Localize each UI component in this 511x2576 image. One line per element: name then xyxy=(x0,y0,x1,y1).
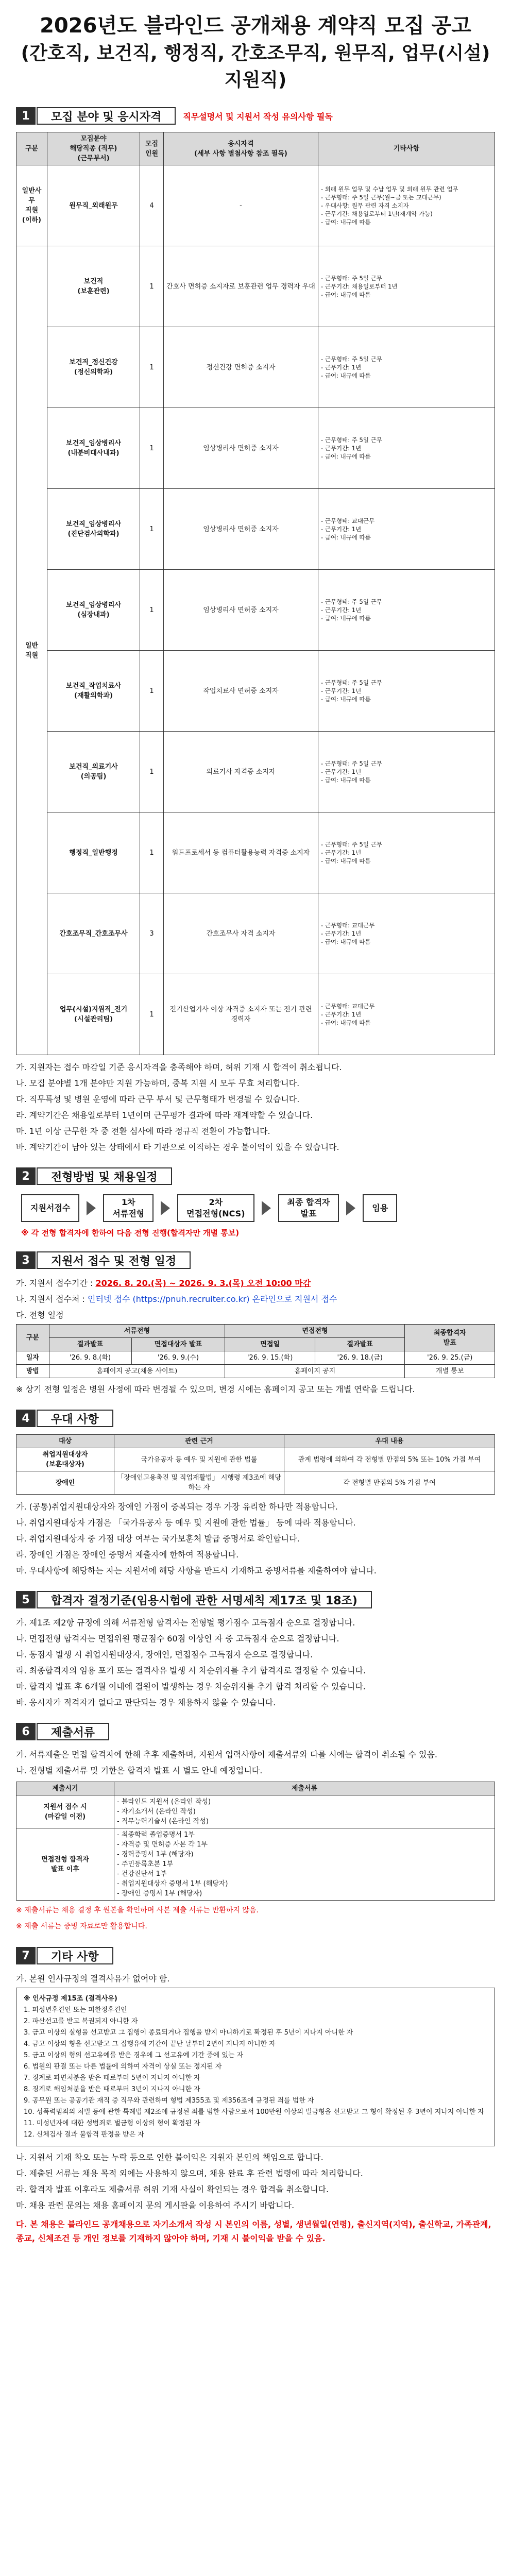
section-title: 모집 분야 및 응시자격 xyxy=(37,107,176,125)
documents-table xyxy=(16,1782,495,1901)
note-item: 바. 응시자가 적격자가 없다고 판단되는 경우 채용하지 않을 수 있습니다. xyxy=(16,1698,276,1707)
note-item: 다. 직무특성 및 병원 운영에 따라 근무 부서 및 근무형태가 변경될 수 있습니다. xyxy=(16,1094,300,1104)
pref-cell: 각 전형별 만점의 5% 가점 부여 xyxy=(284,1471,495,1495)
doc-foot-1: ※ 제출서류는 채용 결정 후 원본을 확인하며 사본 제출 서류는 반환하지 않음. xyxy=(16,1906,259,1914)
group-cell: 일반사무 직원 (이하) xyxy=(16,165,47,246)
note-item: 가. 서류제출은 면접 합격자에 한해 추후 제출하며, 지원서 입력사항이 제출서류와 다를 시에는 합격이 취소될 수 있음. xyxy=(16,1750,437,1759)
col-header: 기타사항 xyxy=(318,132,495,165)
apply-period-label: 가. 지원서 접수기간 : xyxy=(16,1278,96,1288)
section-title: 우대 사항 xyxy=(37,1410,113,1427)
flow-step: 지원서접수 xyxy=(21,1194,79,1222)
field-count: 1 xyxy=(140,732,164,812)
schedule-cell: '26. 9. 15.(화) xyxy=(225,1351,315,1365)
section-title: 전형방법 및 채용일정 xyxy=(37,1167,172,1185)
section-number: 4 xyxy=(16,1410,36,1427)
schedule-cell: '26. 9. 25.(금) xyxy=(405,1351,495,1365)
field-qual: 간호조무사 자격 소지자 xyxy=(164,893,318,974)
blind-notice xyxy=(16,2217,495,2245)
arrow-right-icon xyxy=(161,1201,170,1215)
doc-foot-2: ※ 제출 서류는 증빙 자료로만 활용합니다. xyxy=(16,1922,147,1930)
field-etc: - 근무형태: 주 5일 근무 - 근무기간: 채용일로부터 1년 - 급여: 내규에 따름 xyxy=(318,246,495,327)
schedule-cell: 홈페이지 공고(채용 사이트) xyxy=(49,1365,225,1378)
field-qual: 임상병리사 면허증 소지자 xyxy=(164,570,318,651)
table-row xyxy=(16,246,495,327)
field-field: 원무직_외래원무 xyxy=(47,165,140,246)
box-line: 11. 미성년자에 대한 성범죄로 벌금형 이상의 형이 확정된 자 xyxy=(24,2120,200,2127)
section-6-header xyxy=(16,1723,495,1740)
field-count: 3 xyxy=(140,893,164,974)
field-field: 보건직_의료기사 (의공팀) xyxy=(47,732,140,812)
schedule-foot: ※ 상기 전형 일정은 병원 사정에 따라 변경될 수 있으며, 변경 시에는 홈페이지 공고 또는 개별 연락을 드립니다. xyxy=(16,1384,415,1394)
box-line: 7. 징계로 파면처분을 받은 때로부터 5년이 지나지 아니한 자 xyxy=(24,2074,200,2082)
field-etc: - 근무형태: 주 5일 근무 - 근무기간: 1년 - 급여: 내규에 따름 xyxy=(318,327,495,408)
table-row xyxy=(16,570,495,651)
box-line: 6. 법원의 판결 또는 다른 법률에 의하여 자격이 상실 또는 정지된 자 xyxy=(24,2063,222,2071)
doc-cell: 면접전형 합격자 발표 이후 xyxy=(16,1828,114,1901)
field-count: 1 xyxy=(140,246,164,327)
section-note: 직무설명서 및 지원서 작성 유의사항 필독 xyxy=(183,111,333,122)
field-field: 보건직_임상병리사 (진단검사의학과) xyxy=(47,489,140,570)
apply-period xyxy=(16,1276,495,1290)
note-item: 나. 모집 분야별 1개 분야만 지원 가능하며, 중복 지원 시 모두 무효 처리합니다. xyxy=(16,1078,300,1088)
section-title: 제출서류 xyxy=(37,1723,109,1740)
box-line: 4. 금고 이상의 형을 선고받고 그 집행유예 기간이 끝난 날부터 2년이 지나지 아니한 자 xyxy=(24,2040,276,2048)
section-title: 지원서 접수 및 전형 일정 xyxy=(37,1251,191,1269)
field-field: 보건직_정신건강 (정신의학과) xyxy=(47,327,140,408)
box-line: 2. 파산선고를 받고 복권되지 아니한 자 xyxy=(24,2018,138,2025)
schedule-cell: 일자 xyxy=(16,1351,49,1365)
table-row xyxy=(16,327,495,408)
field-qual: 임상병리사 면허증 소지자 xyxy=(164,489,318,570)
box-line: 5. 금고 이상의 형의 선고유예를 받은 경우에 그 선고유예 기간 중에 있는 자 xyxy=(24,2052,244,2059)
field-count: 1 xyxy=(140,570,164,651)
field-qual: 전기산업기사 이상 자격증 소지자 또는 전기 관련 경력자 xyxy=(164,974,318,1055)
field-field: 업무(시설)지원직_전기 (시설관리팀) xyxy=(47,974,140,1055)
note-item: 라. 장애인 가점은 장애인 증명서 제출자에 한하여 적용합니다. xyxy=(16,1550,239,1560)
field-etc: - 근무형태: 주 5일 근무 - 근무기간: 1년 - 급여: 내규에 따름 xyxy=(318,732,495,812)
doc-cell: - 블라인드 지원서 (온라인 작성) - 자기소개서 (온라인 작성) - 직무능력기술서 (온라인 작성) xyxy=(114,1795,495,1828)
field-qual: 임상병리사 면허증 소지자 xyxy=(164,408,318,489)
section-title: 합격자 결정기준(임용시험에 관한 서명세칙 제17조 및 18조) xyxy=(37,1591,372,1608)
col-header: 모집 인원 xyxy=(140,132,164,165)
table-row xyxy=(16,974,495,1055)
box-line: 3. 금고 이상의 실형을 선고받고 그 집행이 종료되거나 집행을 받지 아니하기로 확정된 후 5년이 지나지 아니한 자 xyxy=(24,2029,353,2037)
table-row xyxy=(16,893,495,974)
note-item: 나. 지원서 기재 착오 또는 누락 등으로 인한 불이익은 지원자 본인의 책임으로 합니다. xyxy=(16,2153,323,2162)
section-5-notes xyxy=(16,1616,495,1709)
field-qual: 의료기사 자격증 소지자 xyxy=(164,732,318,812)
note-item: 나. 면접전형 합격자는 면접위원 평균점수 60점 이상인 자 중 고득점자 순으로 결정합니다. xyxy=(16,1634,339,1643)
field-field: 보건직_임상병리사 (내분비대사내과) xyxy=(47,408,140,489)
note-item: 라. 합격자 발표 이후라도 제출서류 허위 기재 사실이 확인되는 경우 합격을 취소합니다. xyxy=(16,2184,329,2194)
schedule-subheader: 면접대상자 발표 xyxy=(131,1338,225,1351)
doc-header: 제출시기 xyxy=(16,1782,114,1795)
note-item: 다. 취업지원대상자 중 가점 대상 여부는 국가보훈처 발급 증명서로 확인합니다. xyxy=(16,1534,300,1544)
table-row xyxy=(16,408,495,489)
box-line: 1. 피성년후견인 또는 피한정후견인 xyxy=(24,2006,127,2014)
schedule-cell: 홈페이지 공지 xyxy=(225,1365,405,1378)
group-cell: 일반 직원 xyxy=(16,246,47,1055)
schedule-cell: 개별 통보 xyxy=(405,1365,495,1378)
schedule-subheader: 면접일 xyxy=(225,1338,315,1351)
note-item: 가. (공통)취업지원대상자와 장애인 가점이 중복되는 경우 가장 유리한 하나만 적용합니다. xyxy=(16,1502,338,1512)
field-field: 보건직_임상병리사 (심장내과) xyxy=(47,570,140,651)
arrow-right-icon xyxy=(262,1201,271,1215)
page-subtitle: (간호직, 보건직, 행정직, 간호조무직, 원무직, 업무(시설)지원직) xyxy=(21,43,490,91)
pref-header: 대상 xyxy=(16,1435,114,1448)
preference-table xyxy=(16,1434,495,1495)
note-item: 마. 1년 이상 근무한 자 중 전환 심사에 따라 정규직 전환이 가능합니다. xyxy=(16,1126,270,1136)
field-etc: - 근무형태: 주 5일 근무 - 근무기간: 1년 - 급여: 내규에 따름 xyxy=(318,651,495,732)
apply-place xyxy=(16,1292,495,1306)
section-4-header xyxy=(16,1410,495,1427)
page-title: 2026년도 블라인드 공개채용 계약직 모집 공고 xyxy=(40,14,471,38)
section-title: 기타 사항 xyxy=(37,1947,113,1964)
note-item: 라. 최종합격자의 임용 포기 또는 결격사유 발생 시 차순위자를 추가 합격자로 결정할 수 있습니다. xyxy=(16,1666,366,1675)
field-count: 1 xyxy=(140,812,164,893)
schedule-cell: '26. 9. 8.(화) xyxy=(49,1351,131,1365)
box-line: 12. 신체검사 결과 불합격 판정을 받은 자 xyxy=(24,2131,144,2139)
apply-place-label: 나. 지원서 접수처 : xyxy=(16,1294,88,1304)
section-number: 2 xyxy=(16,1167,36,1185)
other-lead: 가. 본원 인사규정의 결격사유가 없어야 함. xyxy=(16,1974,170,1984)
blind-notice-text: 다. 본 채용은 블라인드 공개채용으로 자기소개서 작성 시 본인의 이름, 성별, 생년월일(연령), 출신지역(지역), 출신학교, 가족관계, 종교, 신체조건 등 개인 정보를 기재하지 않아야 하며, 기재 시 불이익을 받을 수 있음. xyxy=(16,2219,491,2243)
table-row xyxy=(16,732,495,812)
section-2-header xyxy=(16,1167,495,1185)
field-count: 1 xyxy=(140,651,164,732)
section-7-items xyxy=(16,2150,495,2212)
field-count: 1 xyxy=(140,489,164,570)
table-row xyxy=(16,812,495,893)
announcement-page xyxy=(16,0,495,2245)
field-qual: - xyxy=(164,165,318,246)
field-qual: 정신건강 면허증 소지자 xyxy=(164,327,318,408)
section-7-header xyxy=(16,1947,495,1964)
field-field: 간호조무직_간호조무사 xyxy=(47,893,140,974)
note-item: 마. 우대사항에 해당하는 자는 지원서에 해당 사항을 반드시 기재하고 증빙서류를 제출하여야 합니다. xyxy=(16,1566,377,1575)
doc-header: 제출서류 xyxy=(114,1782,495,1795)
box-line: 8. 징계로 해임처분을 받은 때로부터 3년이 지나지 아니한 자 xyxy=(24,2086,200,2093)
schedule-subheader: 결과발표 xyxy=(49,1338,131,1351)
schedule-header: 면접전형 xyxy=(225,1325,405,1338)
pref-header: 관련 근거 xyxy=(114,1435,284,1448)
disqualification-box xyxy=(16,1988,495,2146)
schedule-cell: '26. 9. 9.(수) xyxy=(131,1351,225,1365)
field-qual: 워드프로세서 등 컴퓨터활용능력 자격증 소지자 xyxy=(164,812,318,893)
schedule-header: 최종합격자 발표 xyxy=(405,1325,495,1351)
doc-cell: 지원서 접수 시 (마감일 이전) xyxy=(16,1795,114,1828)
field-etc: - 근무형태: 주 5일 근무 - 근무기간: 1년 - 급여: 내규에 따름 xyxy=(318,408,495,489)
field-etc: - 근무형태: 주 5일 근무 - 근무기간: 1년 - 급여: 내규에 따름 xyxy=(318,812,495,893)
pref-cell: 장애인 xyxy=(16,1471,114,1495)
field-count: 1 xyxy=(140,327,164,408)
box-line: 10. 성폭력범죄의 처벌 등에 관한 특례법 제2조에 규정된 죄를 범한 사람으로서 100만원 이상의 벌금형을 선고받고 그 형이 확정된 후 3년이 지나지 아니한 자 xyxy=(24,2108,484,2116)
field-count: 1 xyxy=(140,974,164,1055)
section-number: 6 xyxy=(16,1723,36,1740)
col-header: 응시자격 (세부 사항 별첨사항 참조 필독) xyxy=(164,132,318,165)
flow-note: ※ 각 전형 합격자에 한하여 다음 전형 진행(합격자만 개별 통보) xyxy=(21,1228,240,1238)
pref-cell: 취업지원대상자 (보훈대상자) xyxy=(16,1448,114,1471)
field-etc: - 외래 원무 업무 및 수납 업무 및 외래 원무 관련 업무 - 근무형태: 주 5일 근무(월~금 또는 교대근무) - 우대사항: 원무 관련 자격 소지자 - 근무기간: 채용일로부터 1년(재계약 가능) - 급여: 내규에 따름 xyxy=(318,165,495,246)
section-number: 1 xyxy=(16,107,36,125)
field-field: 행정직_일반행정 xyxy=(47,812,140,893)
note-item: 라. 계약기간은 채용일로부터 1년이며 근무평가 결과에 따라 재계약할 수 있습니다. xyxy=(16,1110,313,1120)
section-number: 7 xyxy=(16,1947,36,1964)
schedule-subheader: 결과발표 xyxy=(315,1338,405,1351)
note-item: 다. 동점자 발생 시 취업지원대상자, 장애인, 면접점수 고득점자 순으로 결정합니다. xyxy=(16,1650,313,1659)
note-item: 마. 합격자 발표 후 6개월 이내에 결원이 발생하는 경우 차순위자를 추가 합격 처리할 수 있습니다. xyxy=(16,1682,366,1691)
field-field: 보건직 (보훈관련) xyxy=(47,246,140,327)
flow-step: 2차 면접전형(NCS) xyxy=(177,1194,254,1222)
section-number: 5 xyxy=(16,1591,36,1608)
table-row xyxy=(16,165,495,246)
recruit-fields-table xyxy=(16,132,495,1055)
section-3-header xyxy=(16,1251,495,1269)
arrow-right-icon xyxy=(346,1201,355,1215)
process-flow xyxy=(21,1194,495,1222)
note-item: 다. 제출된 서류는 채용 목적 외에는 사용하지 않으며, 채용 완료 후 관련 법령에 따라 처리합니다. xyxy=(16,2168,363,2178)
section-4-notes xyxy=(16,1500,495,1578)
field-etc: - 근무형태: 교대근무 - 근무기간: 1년 - 급여: 내규에 따름 xyxy=(318,489,495,570)
field-field: 보건직_작업치료사 (재활의학과) xyxy=(47,651,140,732)
note-item: 가. 제1조 제2항 규정에 의해 서류전형 합격자는 전형별 평가점수 고득점자 순으로 결정합니다. xyxy=(16,1618,355,1628)
pref-header: 우대 내용 xyxy=(284,1435,495,1448)
section-1-header xyxy=(16,107,495,125)
flow-step: 임용 xyxy=(363,1194,397,1222)
field-etc: - 근무형태: 교대근무 - 근무기간: 1년 - 급여: 내규에 따름 xyxy=(318,893,495,974)
doc-cell: - 최종학력 졸업증명서 1부 - 자격증 및 면허증 사본 각 1부 - 경력증명서 1부 (해당자) - 주민등록초본 1부 - 건강진단서 1부 - 취업지원대상자 증명서 1부 (해당자) - 장애인 증명서 1부 (해당자) xyxy=(114,1828,495,1901)
flow-step: 최종 합격자 발표 xyxy=(278,1194,339,1222)
schedule-label: 다. 전형 일정 xyxy=(16,1310,64,1320)
pref-cell: 국가유공자 등 예우 및 지원에 관한 법률 xyxy=(114,1448,284,1471)
col-header: 모집분야 해당직종 (직무) (근무부서) xyxy=(47,132,140,165)
flow-step: 1차 서류전형 xyxy=(103,1194,154,1222)
box-line: ※ 인사규정 제15조 (결격사유) xyxy=(24,1995,117,2003)
field-count: 1 xyxy=(140,408,164,489)
schedule-table xyxy=(16,1324,495,1378)
schedule-header: 서류전형 xyxy=(49,1325,225,1338)
apply-period-value: 2026. 8. 20.(목) ~ 2026. 9. 3.(목) 오전 10:00 마감 xyxy=(95,1278,311,1288)
schedule-cell: '26. 9. 18.(금) xyxy=(315,1351,405,1365)
table-row xyxy=(16,651,495,732)
table-row xyxy=(16,489,495,570)
schedule-cell: 방법 xyxy=(16,1365,49,1378)
section-6-notes xyxy=(16,1748,495,1777)
field-etc: - 근무형태: 주 5일 근무 - 근무기간: 1년 - 급여: 내규에 따름 xyxy=(318,570,495,651)
note-item: 가. 지원자는 접수 마감일 기준 응시자격을 충족해야 하며, 허위 기재 시 합격이 취소됩니다. xyxy=(16,1062,342,1072)
note-item: 마. 채용 관련 문의는 채용 홈페이지 문의 게시판을 이용하여 주시기 바랍니다. xyxy=(16,2200,295,2210)
section-1-notes xyxy=(16,1060,495,1154)
note-item: 나. 전형별 제출서류 및 기한은 합격자 발표 시 별도 안내 예정입니다. xyxy=(16,1766,263,1775)
arrow-right-icon xyxy=(87,1201,96,1215)
box-line: 9. 공무원 또는 공공기관 재직 중 직무와 관련하여 형법 제355조 및 제356조에 규정된 죄를 범한 자 xyxy=(24,2097,314,2105)
pref-cell: 「장애인고용촉진 및 직업재활법」 시행령 제3조에 해당하는 자 xyxy=(114,1471,284,1495)
apply-place-value[interactable]: 인터넷 접수 (https://pnuh.recruiter.co.kr) 온라인으로 지원서 접수 xyxy=(88,1294,337,1304)
field-qual: 작업치료사 면허증 소지자 xyxy=(164,651,318,732)
schedule-header: 구분 xyxy=(16,1325,49,1351)
section-5-header xyxy=(16,1591,495,1608)
field-etc: - 근무형태: 교대근무 - 근무기간: 1년 - 급여: 내규에 따름 xyxy=(318,974,495,1055)
note-item: 나. 취업지원대상자 가점은 「국가유공자 등 예우 및 지원에 관한 법률」 등에 따라 적용합니다. xyxy=(16,1518,356,1528)
pref-cell: 관계 법령에 의하여 각 전형별 만점의 5% 또는 10% 가점 부여 xyxy=(284,1448,495,1471)
field-qual: 간호사 면허증 소지자로 보훈관련 업무 경력자 우대 xyxy=(164,246,318,327)
field-count: 4 xyxy=(140,165,164,246)
col-header: 구분 xyxy=(16,132,47,165)
note-item: 바. 계약기간이 남아 있는 상태에서 타 기관으로 이직하는 경우 불이익이 있을 수 있습니다. xyxy=(16,1142,339,1152)
section-number: 3 xyxy=(16,1251,36,1269)
